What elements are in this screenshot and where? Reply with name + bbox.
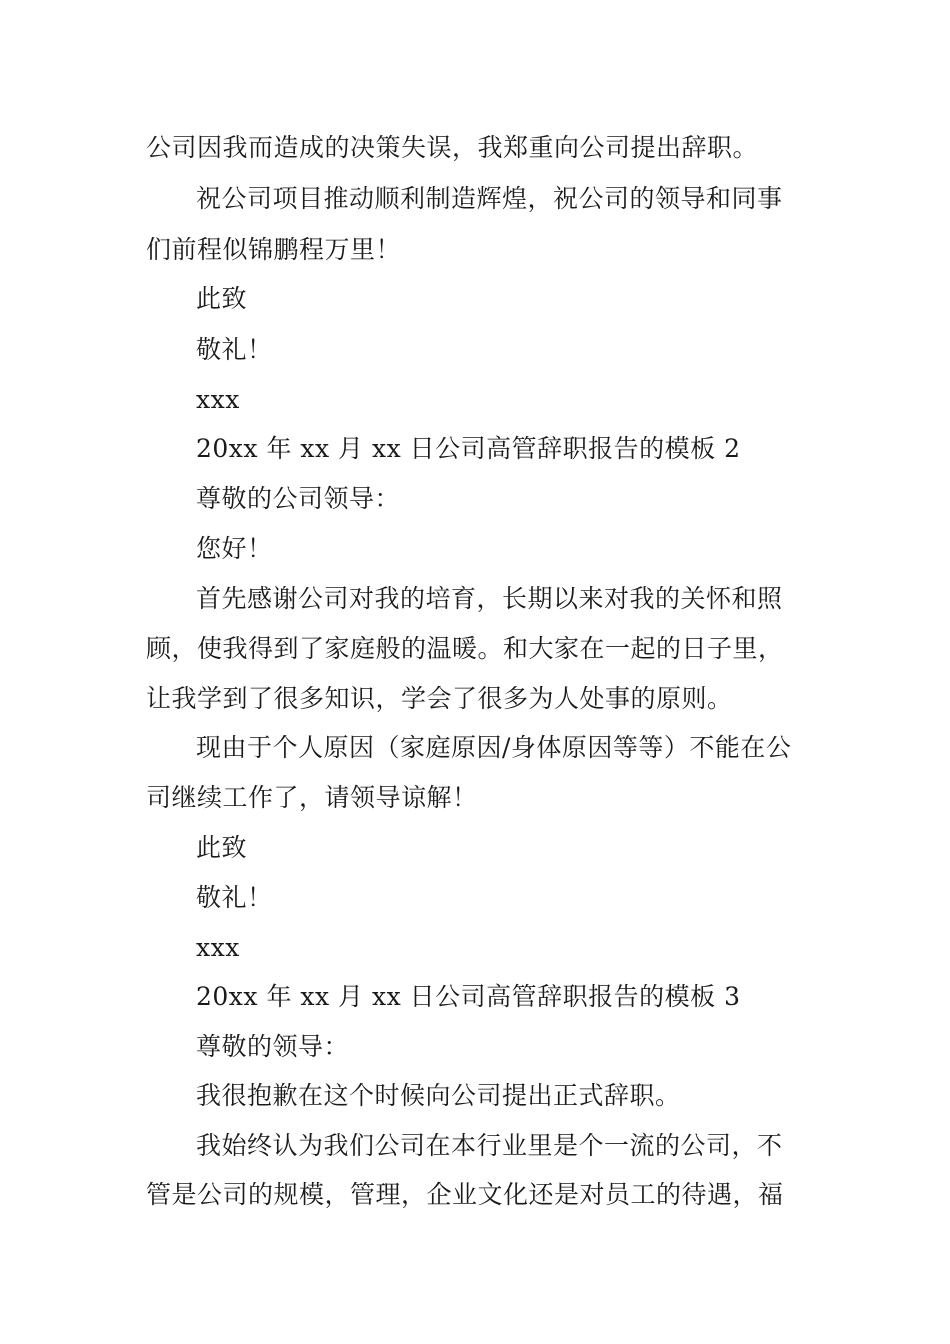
section-heading: 20xx 年 xx 月 xx 日公司高管辞职报告的模板 2 <box>196 434 741 463</box>
paragraph-line: 管是公司的规模，管理，企业文化还是对员工的待遇，福 <box>146 1180 784 1209</box>
greeting-line: 尊敬的公司领导： <box>196 484 401 513</box>
paragraph-line: 让我学到了很多知识，学会了很多为人处事的原则。 <box>146 684 733 713</box>
signature-line: xxx <box>196 933 240 962</box>
paragraph-line: 顾，使我得到了家庭般的温暖。和大家在一起的日子里， <box>146 634 784 663</box>
paragraph-line: 公司因我而造成的决策失误，我郑重向公司提出辞职。 <box>146 133 759 162</box>
paragraph-line: 司继续工作了，请领导谅解！ <box>146 783 478 812</box>
paragraph-line: 我很抱歉在这个时候向公司提出正式辞职。 <box>196 1081 681 1110</box>
closing-line: 此致 <box>196 833 248 862</box>
paragraph-line: 我始终认为我们公司在本行业里是个一流的公司，不 <box>196 1131 783 1160</box>
salutation-line: 敬礼！ <box>196 335 273 364</box>
section-heading: 20xx 年 xx 月 xx 日公司高管辞职报告的模板 3 <box>196 982 741 1011</box>
paragraph-line: 现由于个人原因（家庭原因/身体原因等等）不能在公 <box>196 733 792 762</box>
closing-line: 此致 <box>196 284 248 313</box>
greeting-line: 尊敬的领导： <box>196 1032 350 1061</box>
paragraph-line: 祝公司项目推动顺利制造辉煌，祝公司的领导和同事 <box>196 184 783 213</box>
signature-line: xxx <box>196 385 240 414</box>
greeting-line: 您好！ <box>196 534 273 563</box>
paragraph-line: 们前程似锦鹏程万里！ <box>146 235 402 264</box>
salutation-line: 敬礼！ <box>196 883 273 912</box>
paragraph-line: 首先感谢公司对我的培育，长期以来对我的关怀和照 <box>196 584 783 613</box>
